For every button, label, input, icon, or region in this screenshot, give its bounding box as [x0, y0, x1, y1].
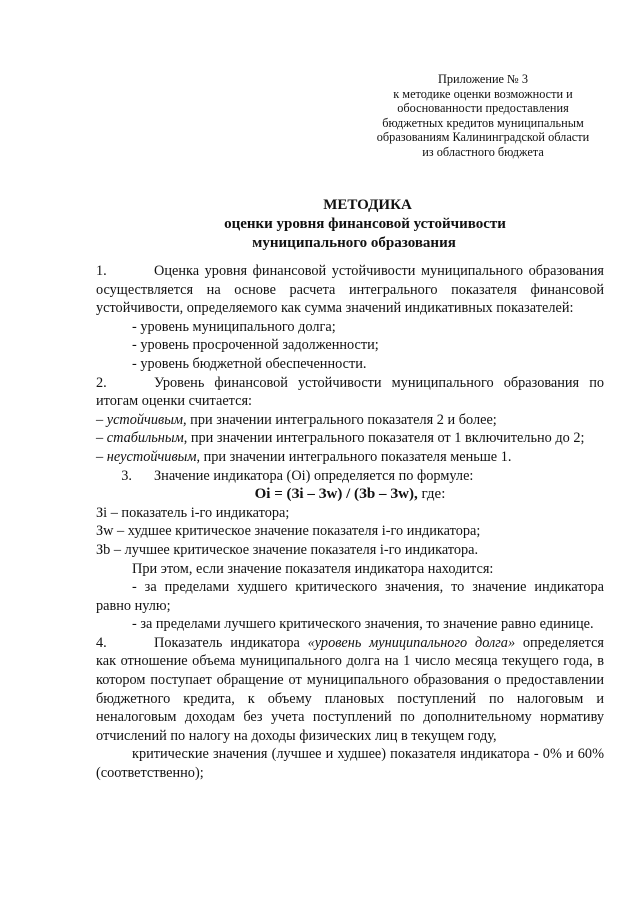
paragraph-text: Уровень финансовой устойчивости муниципального образования по итогам оценки считается: [96, 374, 604, 410]
definition: Зw – худшее критическое значение показателя i-го индикатора; [96, 523, 481, 540]
paragraph-lead: Показатель индикатора [154, 634, 308, 651]
document-title [0, 196, 640, 253]
definition: Зi – показатель i-го индикатора; [96, 504, 290, 521]
item-text: , при значении интегрального показателя 2 и более; [183, 411, 497, 428]
condition-intro: При этом, если значение показателя индикатора находится: [132, 560, 494, 577]
document-body [96, 262, 604, 783]
paragraph-1 [96, 262, 604, 318]
paragraph-number: 2. [96, 374, 107, 391]
appendix-line: образованиям Калининградской области [376, 130, 590, 145]
list-item: - уровень бюджетной обеспеченности. [132, 355, 367, 372]
title-line: МЕТОДИКА [323, 197, 412, 213]
item-text: , при значении интегрального показателя от 1 включительно до 2; [183, 430, 585, 447]
appendix-line: бюджетных кредитов муниципальным [382, 115, 584, 130]
condition-item: - за пределами худшего критического значения, то значение индикатора равно нулю; [96, 579, 604, 614]
paragraph-text: Значение индикатора (Oi) определяется по формуле: [154, 467, 474, 484]
paragraph-number: 4. [96, 634, 107, 651]
list-item [96, 448, 604, 467]
paragraph-text: Оценка уровня финансовой устойчивости муниципального образования осуществляется на основе расчета интегрального показателя финансовой устойчивости, определяемого как сумма значений индикативных показателей: [96, 263, 604, 317]
condition-item: - за пределами лучшего критического значения, то значение равно единице. [132, 616, 594, 633]
dash: – [96, 448, 107, 465]
list-item [96, 411, 604, 430]
paragraph-2 [96, 374, 604, 411]
paragraph-number: 1. [96, 263, 107, 279]
critical-values: критические значения (лучшее и худшее) показателя индикатора - 0% и 60% (соответственно); [96, 746, 604, 782]
formula [96, 485, 604, 504]
appendix-line: Приложение № 3 [437, 72, 529, 86]
list-item [96, 429, 604, 448]
title-line: оценки уровня финансовой устойчивости [224, 216, 506, 232]
term: «уровень муниципального долга» [307, 634, 516, 651]
list-item: - уровень просроченной задолженности; [132, 337, 379, 354]
term: стабильным [106, 430, 184, 447]
appendix-note [352, 72, 614, 160]
title-line: муниципального образования [252, 235, 456, 251]
list-item: - уровень муниципального долга; [132, 318, 336, 335]
appendix-line: из областного бюджета [422, 144, 544, 159]
dash: – [96, 430, 107, 447]
dash: – [96, 411, 107, 428]
paragraph-number: 3. [121, 467, 132, 484]
paragraph-4 [96, 634, 604, 746]
definition: Зb – лучшее критическое значение показателя i-го индикатора. [96, 541, 479, 558]
item-text: , при значении интегрального показателя меньше 1. [196, 448, 512, 465]
term: устойчивым [106, 411, 184, 428]
term: неустойчивым [106, 448, 197, 465]
appendix-line: обоснованности предоставления [397, 101, 569, 116]
formula-expression: Oi = (Зi – Зw) / (Зb – Зw), [254, 486, 418, 503]
paragraph-3 [96, 467, 604, 486]
paragraph-text: определяется как отношение объема муниципального долга на 1 число месяца текущего года, в котором поступает обращение от муниципального образования о предоставлении бюджетного кредита, к объему плановых поступлений по налоговым и неналоговым доходам без учета поступлений по дополнительному нормативу отчислений по налогу на доходы физических лиц в текущем году, [96, 634, 605, 744]
appendix-line: к методике оценки возможности и [393, 86, 573, 101]
formula-tail: где: [417, 486, 446, 503]
